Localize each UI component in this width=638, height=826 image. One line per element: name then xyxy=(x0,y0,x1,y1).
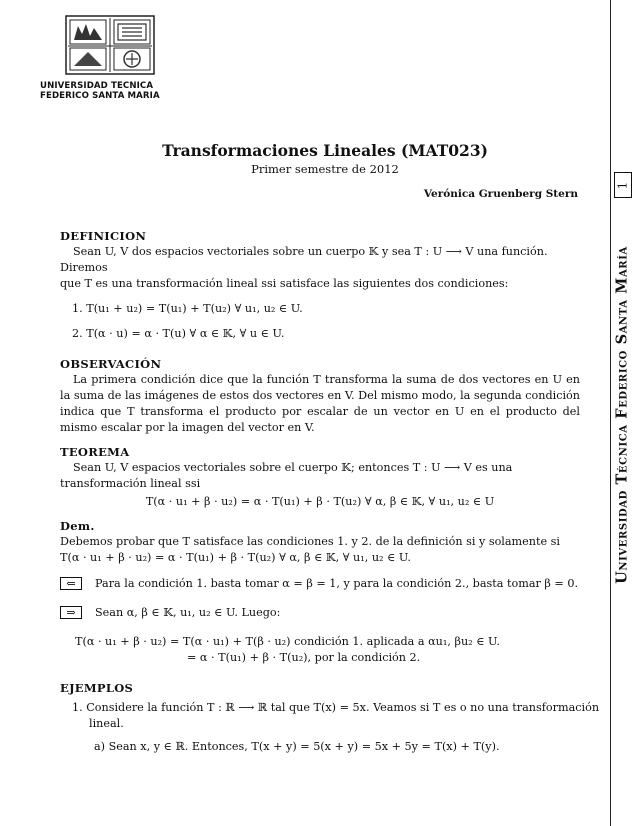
side-vertical-label: Universidad Técnica Federico Santa María xyxy=(613,246,631,584)
document-body xyxy=(60,228,600,755)
ejemplos-section xyxy=(60,680,600,755)
demostracion-eq2: = α · T(u₁) + β · T(u₂), por la condición 2. xyxy=(187,650,421,664)
teorema-text: Sean U, V espacios vectoriales sobre el cuerpo 𝕂; entonces T : U ⟶ V es una transformación lineal ssi xyxy=(60,461,513,491)
definicion-line1: Sean U, V dos espacios vectoriales sobre un cuerpo 𝕂 y sea T : U ⟶ V una función. Diremos xyxy=(60,245,548,275)
ejemplo-1-line1: 1. Considere la función T : ℝ ⟶ ℝ tal que T(x) = 5x. Veamos si T es o no una transformación xyxy=(72,700,600,714)
university-crest-icon xyxy=(64,14,156,76)
definicion-condition-2: 2. T(α · u) = α · T(u) ∀ α ∈ 𝕂, ∀ u ∈ U. xyxy=(72,326,285,340)
definicion-heading: DEFINICION xyxy=(60,229,147,243)
page-number-box xyxy=(614,172,632,198)
right-implication-icon: ⇒ xyxy=(60,606,82,619)
logo-text-line2: FEDERICO SANTA MARIA xyxy=(40,91,160,102)
demostracion-equations xyxy=(75,634,580,666)
ejemplo-1-line2: lineal. xyxy=(89,716,124,730)
demostracion-right-implication xyxy=(60,605,580,621)
demostracion-section xyxy=(60,518,580,666)
demostracion-left-text: Para la condición 1. basta tomar α = β = 1, y para la condición 2., basta tomar β = 0. xyxy=(95,577,579,590)
demostracion-line1: Debemos probar que T satisface las condiciones 1. y 2. de la definición si y solamente si xyxy=(60,535,560,549)
demostracion-right-text: Sean α, β ∈ 𝕂, u₁, u₂ ∈ U. Luego: xyxy=(95,605,281,619)
teorema-equation: T(α · u₁ + β · u₂) = α · T(u₁) + β · T(u₂) ∀ α, β ∈ 𝕂, ∀ u₁, u₂ ∈ U xyxy=(145,494,495,508)
page-number: 1 xyxy=(615,181,630,190)
ejemplo-1-sub-a: a) Sean x, y ∈ ℝ. Entonces, T(x + y) = 5(x + y) = 5x + 5y = T(x) + T(y). xyxy=(94,739,500,753)
definicion-condition-1: 1. T(u₁ + u₂) = T(u₁) + T(u₂) ∀ u₁, u₂ ∈ U. xyxy=(72,302,303,316)
logo-text-line1: UNIVERSIDAD TECNICA xyxy=(40,80,154,91)
document-subtitle: Primer semestre de 2012 xyxy=(251,162,399,176)
teorema-heading: TEOREMA xyxy=(60,444,130,459)
observacion-heading: OBSERVACIÓN xyxy=(60,356,162,371)
side-bar-rule xyxy=(610,0,611,826)
ejemplos-heading: EJEMPLOS xyxy=(60,680,134,695)
document-title: Transformaciones Lineales (MAT023) xyxy=(162,141,488,160)
observacion-text: La primera condición dice que la función T transforma la suma de dos vectores en U en la suma de las imágenes de estos dos vectores en V. Del mismo modo, la segunda condición indica que T transforma el producto por escalar de un vector en U en el producto del mismo escalar por la imagen del vector en V. xyxy=(60,373,580,434)
teorema-section xyxy=(60,444,580,510)
demostracion-eq1: T(α · u₁ + β · u₂) = T(α · u₁) + T(β · u₂) condición 1. aplicada a αu₁, βu₂ ∈ U. xyxy=(75,634,500,648)
observacion-section xyxy=(60,356,580,436)
teorema-text-body: U, V espacios vectoriales sobre el cuerpo 𝕂; entonces T : U ⟶ V es una transformación lineal ssi xyxy=(60,461,513,491)
demostracion-heading: Dem. xyxy=(60,518,95,533)
side-vertical-label-wrap xyxy=(612,240,634,590)
university-logo xyxy=(40,14,190,101)
document-author: Verónica Gruenberg Stern xyxy=(423,188,578,200)
definicion-line2: que T es una transformación lineal ssi satisface las siguientes dos condiciones: xyxy=(60,277,509,291)
demostracion-left-implication xyxy=(60,576,580,592)
definicion-section xyxy=(60,228,580,342)
left-implication-icon: ⇐ xyxy=(60,577,82,590)
demostracion-line2: T(α · u₁ + β · u₂) = α · T(u₁) + β · T(u₂) ∀ α, β ∈ 𝕂, ∀ u₁, u₂ ∈ U. xyxy=(60,551,411,565)
